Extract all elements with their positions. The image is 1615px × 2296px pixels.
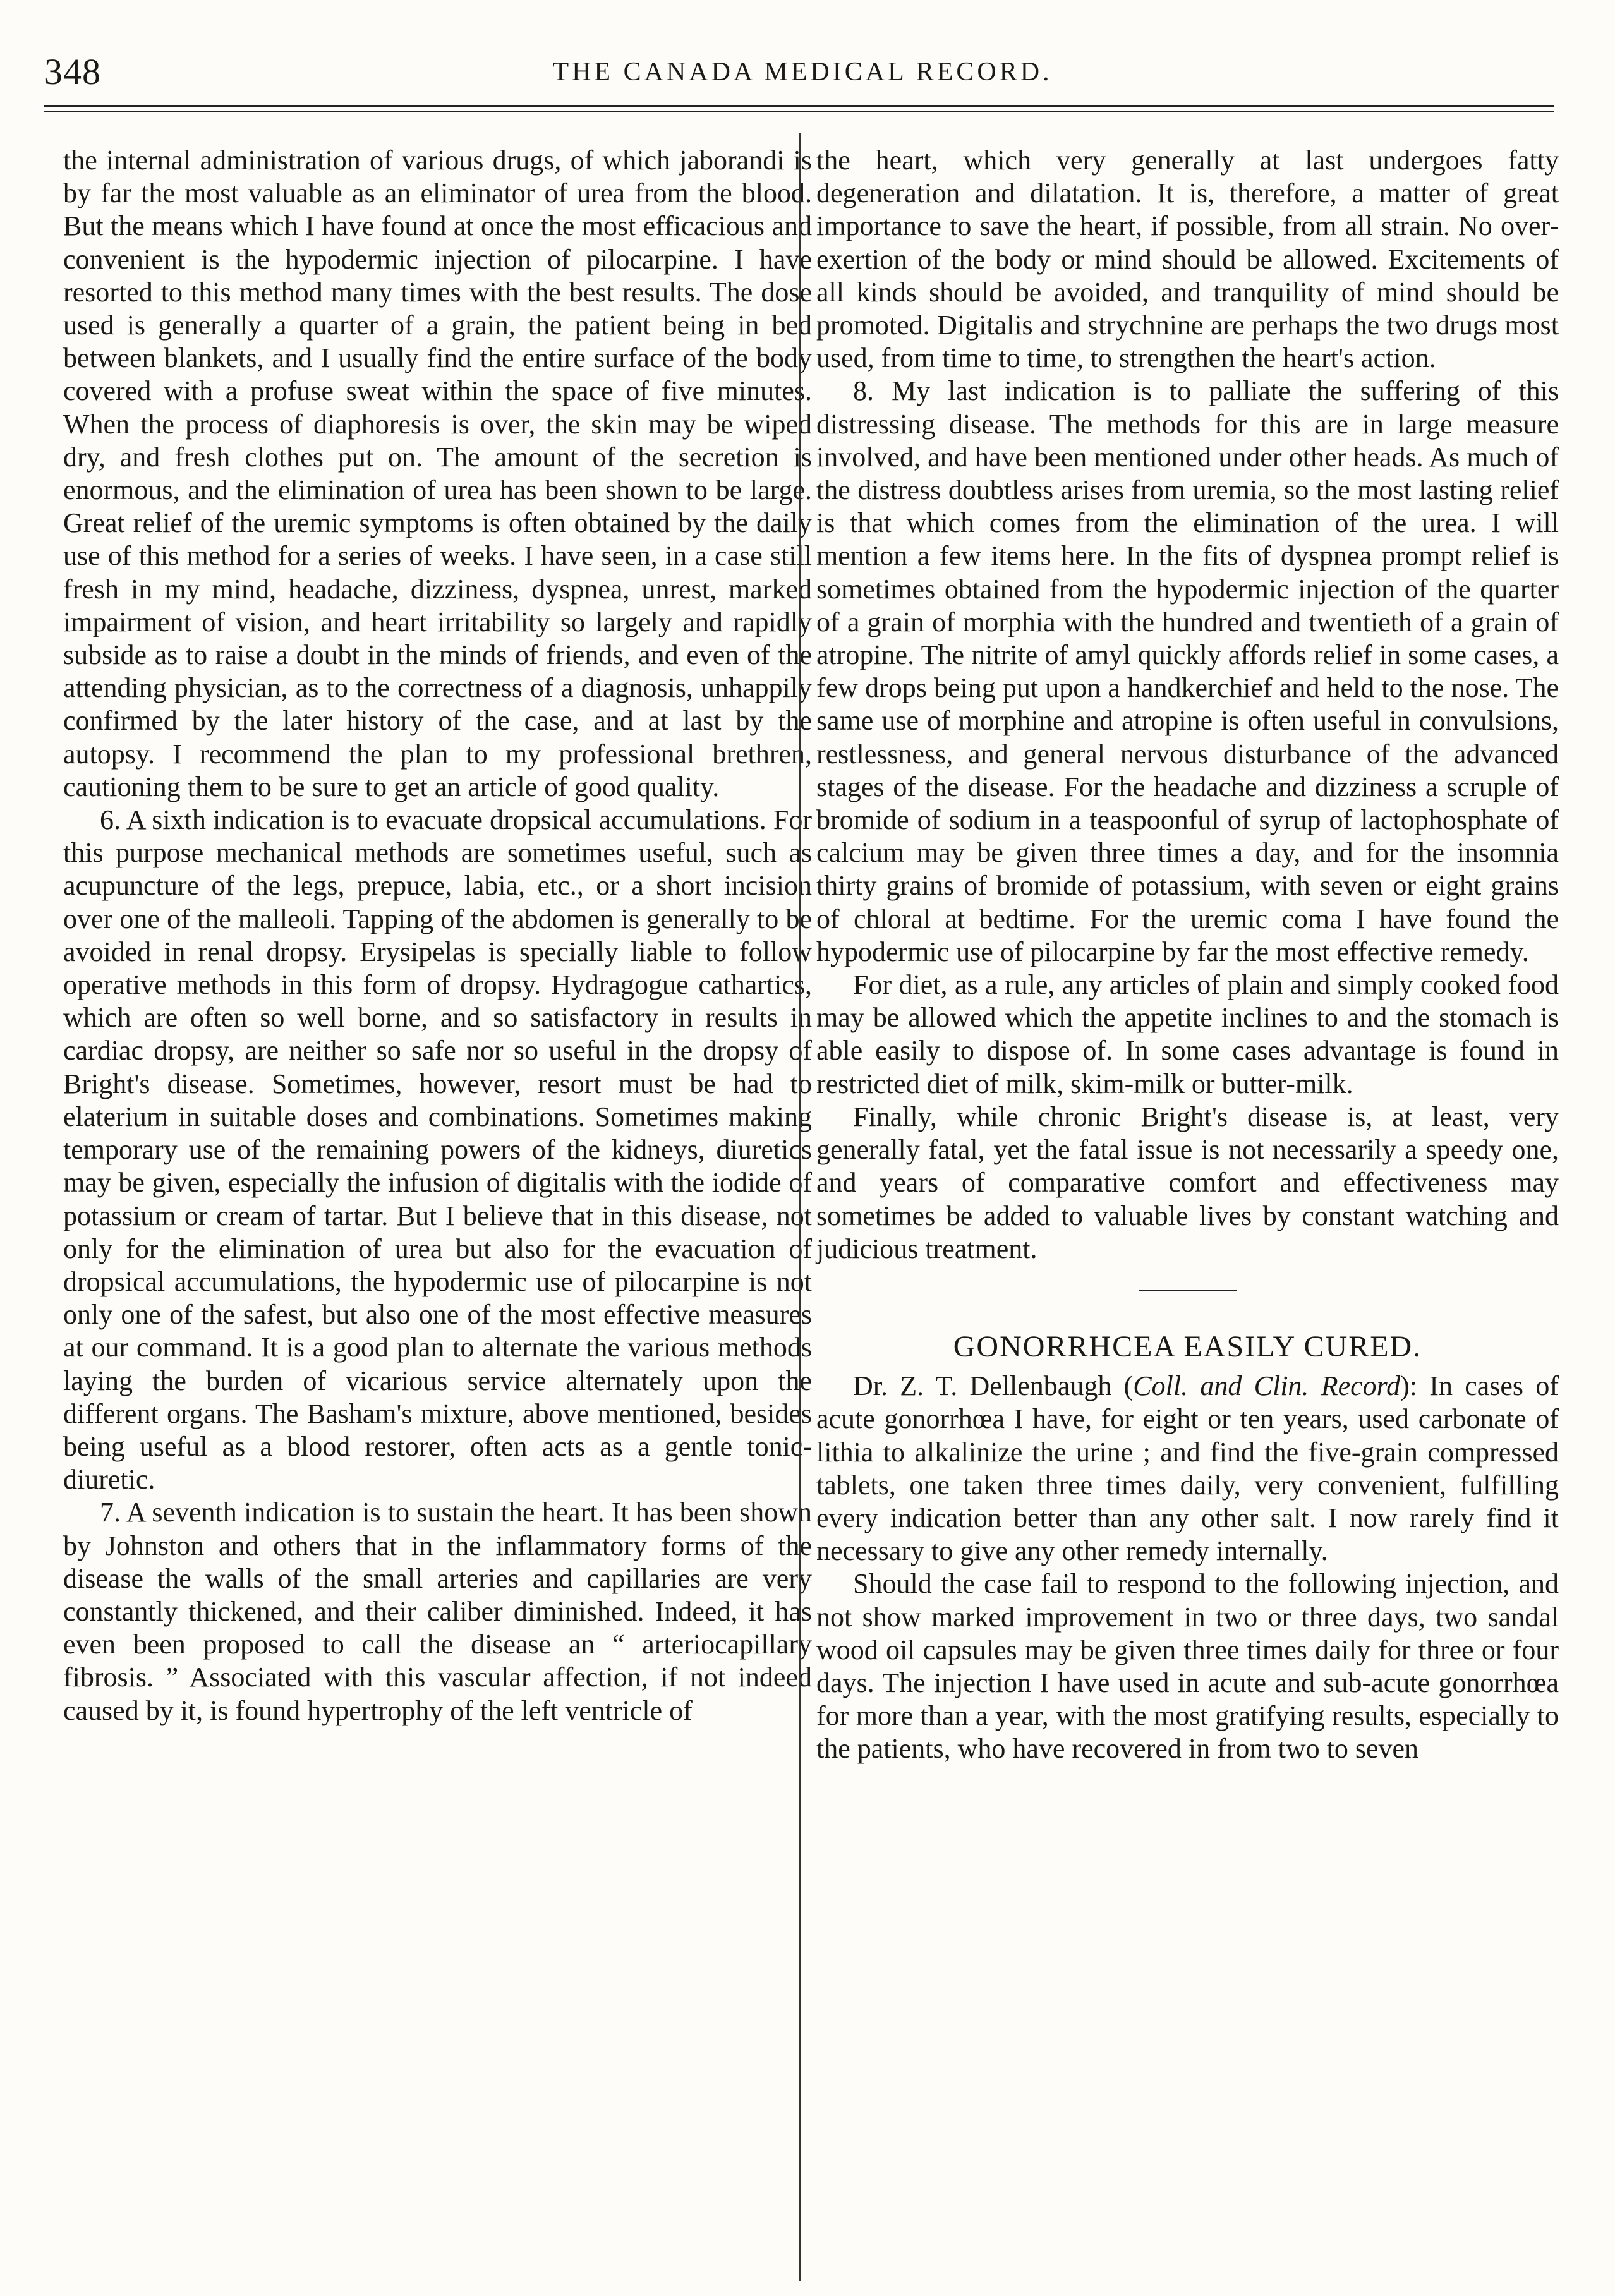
paragraph-continued: the internal administration of various drugs, of which jaborandi is by far the most valuable as an eliminator of urea from the blood. But the means which I have found at once the most efficacious and convenient is the hypodermic injection of pilocarpine. I have resorted to this method many times with the best results. The dose used is generally a quarter of a grain, the patient being in bed between blankets, and I usually find the entire surface of the body covered with a profuse sweat within the space of five minutes. When the process of diaphoresis is over, the skin may be wiped dry, and fresh clothes put on. The amount of the secretion is enormous, and the elimination of urea has been shown to be large. Great relief of the uremic symptoms is often obtained by the daily use of this method for a series of weeks. I have seen, in a case still fresh in my mind, headache, dizziness, dyspnea, unrest, marked impairment of vision, and heart irritability so largely and rapidly subside as to raise a doubt in the minds of friends, and even of the attending physician, as to the correctness of a diagnosis, unhappily confirmed by the later history of the case, and at last by the autopsy. I recommend the plan to my professional brethren, cautioning them to be sure to get an article of good quality. <box>63 145 812 802</box>
paragraph-sixth-indication: 6. A sixth indication is to evacuate dropsical accumulations. For this purpose mechanical methods are sometimes useful, such as acupuncture of the legs, prepuce, labia, etc., or a short incision over one of the malleoli. Tapping of the abdomen is generally to be avoided in renal dropsy. Erysipelas is specially liable to follow operative methods in this form of dropsy. Hydragogue cathartics, which are often so well borne, and so satisfactory in results in cardiac dropsy, are neither so safe nor so useful in the dropsy of Bright's disease. Sometimes, however, resort must be had to elaterium in suitable doses and combinations. Sometimes making temporary use of the remaining powers of the kidneys, diuretics may be given, especially the infusion of digitalis with the iodide of potassium or cream of tartar. But I believe that in this disease, not only for the elimination of urea but also for the evacuation of dropsical accumulations, the hypodermic use of pilocarpine is not only one of the safest, but also one of the most effective measures at our command. It is a good plan to alternate the various methods laying the burden of vicarious service alternately upon the different organs. The Basham's mixture, above mentioned, besides being useful as a blood restorer, often acts as a gentle tonic-diuretic. <box>63 804 812 1495</box>
page-header <box>44 51 1561 95</box>
article-body-text: In cases of acute gonorrhœa I have, for eight or ten years, used carbonate of lithia to alkalinize the urine ; and find the five-grain compressed tablets, one taken three times daily, very convenient, fulfilling every indication better than any other salt. I now rarely find it necessary to give any other remedy internally. <box>816 1370 1559 1567</box>
left-column <box>63 144 812 1727</box>
paragraph-heart-continued: the heart, which very generally at last undergoes fatty degeneration and dilatation. It is, therefore, a matter of great importance to save the heart, if possible, from all strain. No over-exertion of the body or mind should be allowed. Excitements of all kinds should be avoided, and tranquility of mind should be promoted. Digitalis and strychnine are perhaps the two drugs most used, from time to time, to strengthen the heart's action. <box>816 145 1559 374</box>
article-heading: GONORRHCEA EASILY CURED. <box>953 1329 1422 1363</box>
page-number: 348 <box>44 51 101 92</box>
article-first-paragraph <box>816 1370 1559 1568</box>
article-author: Dr. Z. T. Dellenbaugh ( <box>853 1370 1134 1402</box>
header-rule-thin <box>44 111 1554 112</box>
paragraph-seventh-indication: 7. A seventh indication is to sustain the heart. It has been shown by Johnston and others that in the inflammatory forms of the disease the walls of the small arteries and capillaries are very constantly thickened, and their caliber diminished. Indeed, it has even been proposed to call the disease an “ arteriocapillary fibrosis. ” Associated with this vascular affection, if not indeed caused by it, is found hypertrophy of the left ventricle of <box>63 1497 812 1726</box>
right-column <box>816 144 1559 1766</box>
paragraph-diet: For diet, as a rule, any articles of plain and simply cooked food may be allowed which the appetite inclines to and the stomach is able easily to dispose of. In some cases advantage is found in restricted diet of milk, skim-milk or butter-milk. <box>816 969 1559 1099</box>
paragraph-eighth-indication: 8. My last indication is to palliate the suffering of this distressing disease. The methods for this are in large measure involved, and have been mentioned under other heads. As much of the distress doubtless arises from uremia, so the most lasting relief is that which comes from the elimination of the urea. I will mention a few items here. In the fits of dyspnea prompt relief is sometimes obtained from the hypodermic injection of the quarter of a grain of morphia with the hundred and twentieth of a grain of atropine. The nitrite of amyl quickly affords relief in some cases, a few drops being put upon a handkerchief and held to the nose. The same use of morphine and atropine is often useful in convulsions, restlessness, and general nervous disturbance of the advanced stages of the disease. For the headache and dizziness a scruple of bromide of sodium in a teaspoonful of syrup of lactophosphate of calcium may be given three times a day, and for the insomnia thirty grains of bromide of potassium, with seven or eight grains of chloral at bedtime. For the uremic coma I have found the hypodermic use of pilocarpine by far the most effective remedy. <box>816 375 1559 967</box>
citation-close: ): <box>1400 1370 1418 1402</box>
section-divider <box>1139 1290 1237 1291</box>
header-rule <box>44 105 1554 107</box>
article-citation: Coll. and Clin. Record <box>1133 1370 1401 1402</box>
column-divider <box>799 133 801 2281</box>
running-title: THE CANADA MEDICAL RECORD. <box>552 57 1053 87</box>
article-second-paragraph: Should the case fail to respond to the following injection, and not show marked improvement in two or three days, two sandal wood oil capsules may be given three times daily for three or four days. The injection I have used in acute and sub-acute gonorrhœa for more than a year, with the most gratifying results, especially to the patients, who have recovered in from two to seven <box>816 1568 1559 1765</box>
paragraph-finally: Finally, while chronic Bright's disease is, at least, very generally fatal, yet the fatal issue is not necessarily a speedy one, and years of comparative comfort and effectiveness may sometimes be added to valuable lives by constant watching and judicious treatment. <box>816 1101 1559 1264</box>
